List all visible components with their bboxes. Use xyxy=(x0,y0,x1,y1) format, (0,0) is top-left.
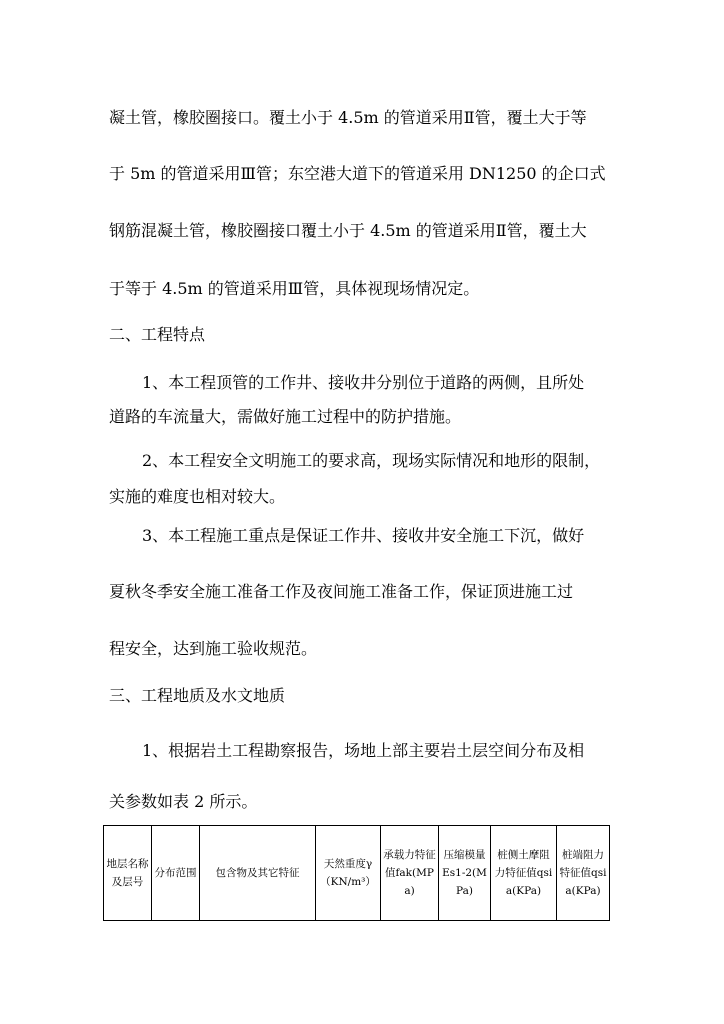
list-item-line: 1、根据岩土工程勘察报告，场地上部主要岩土层空间分布及相 xyxy=(142,741,585,760)
list-item-line: 关参数如表 2 所示。 xyxy=(109,792,258,811)
section-heading: 二、工程特点 xyxy=(109,325,206,344)
paragraph-line: 凝土管，橡胶圈接口。覆土小于 4.5m 的管道采用Ⅱ管，覆土大于等 xyxy=(109,108,587,127)
list-item-line: 2、本工程安全文明施工的要求高，现场实际情况和地形的限制， xyxy=(142,451,601,470)
table-header-cell: 压缩模量Es1-2(MPa) xyxy=(439,826,491,921)
section-heading: 三、工程地质及水文地质 xyxy=(109,686,286,705)
list-item-line: 夏秋冬季安全施工准备工作及夜间施工准备工作，保证顶进施工过 xyxy=(109,582,574,601)
list-item-line: 程安全，达到施工验收规范。 xyxy=(109,639,318,658)
paragraph-line: 钢筋混凝土管，橡胶圈接口覆土小于 4.5m 的管道采用Ⅱ管，覆土大 xyxy=(109,221,587,240)
list-item-line: 道路的车流量大，需做好施工过程中的防护措施。 xyxy=(109,407,462,426)
table-header-cell: 天然重度γ（KN/m³） xyxy=(316,826,381,921)
table-header-cell: 桩侧土摩阻力特征值qsia(KPa) xyxy=(491,826,557,921)
table-header-row xyxy=(104,826,610,921)
paragraph-line: 于 5m 的管道采用Ⅲ管；东空港大道下的管道采用 DN1250 的企口式 xyxy=(109,164,606,183)
list-item-line: 1、本工程顶管的工作井、接收井分别位于道路的两侧，且所处 xyxy=(142,373,585,392)
table-header-cell: 包含物及其它特征 xyxy=(200,826,316,921)
table-header-cell: 承载力特征值fak(MPa) xyxy=(381,826,439,921)
table-header-cell: 桩端阻力特征值qsia(KPa) xyxy=(557,826,610,921)
table-header-cell: 分布范围 xyxy=(152,826,200,921)
paragraph-line: 于等于 4.5m 的管道采用Ⅲ管，具体视现场情况定。 xyxy=(109,279,480,298)
geology-table xyxy=(103,825,610,921)
list-item-line: 3、本工程施工重点是保证工作井、接收井安全施工下沉，做好 xyxy=(142,526,585,545)
table-header-cell: 地层名称及层号 xyxy=(104,826,152,921)
list-item-line: 实施的难度也相对较大。 xyxy=(109,487,286,506)
